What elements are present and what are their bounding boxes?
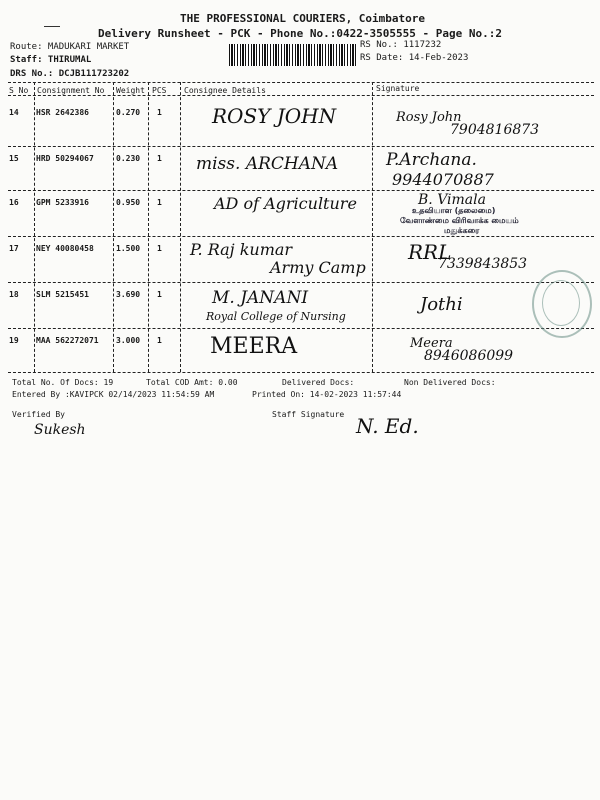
row-weight: 0.270 bbox=[116, 108, 141, 117]
signature-handwriting: B. Vimala bbox=[418, 192, 486, 208]
row-sno: 18 bbox=[9, 290, 19, 299]
signature-handwriting: Rosy John bbox=[396, 110, 462, 125]
round-stamp bbox=[532, 270, 592, 338]
row-weight: 0.230 bbox=[116, 154, 141, 163]
rs-number: RS No.: 1117232 bbox=[360, 40, 442, 50]
signature-phone: 7339843853 bbox=[438, 256, 528, 272]
signature-phone: 9944070887 bbox=[392, 170, 494, 189]
row-consignment: SLM 5215451 bbox=[36, 290, 89, 299]
row-consignment: GPM 5233916 bbox=[36, 198, 89, 207]
stamp-text: வேளாண்மை விரிவாக்க மையம் bbox=[400, 216, 519, 225]
entered-by: Entered By :KAVIPCK 02/14/2023 11:54:59 AM bbox=[12, 390, 215, 399]
row-sno: 15 bbox=[9, 154, 19, 163]
row-pcs: 1 bbox=[157, 108, 162, 117]
consignee-handwriting-line2: Royal College of Nursing bbox=[206, 310, 346, 323]
col-header-consignee: Consignee Details bbox=[184, 86, 266, 95]
consignee-handwriting: miss. ARCHANA bbox=[196, 154, 339, 174]
row-consignment: HSR 2642386 bbox=[36, 108, 89, 117]
row-sno: 17 bbox=[9, 244, 19, 253]
row-pcs: 1 bbox=[157, 154, 162, 163]
consignee-handwriting: MEERA bbox=[210, 334, 298, 359]
drs-label: DRS No.: DCJB111723202 bbox=[10, 69, 130, 79]
staff-signature: N. Ed. bbox=[356, 414, 419, 438]
non-delivered-docs: Non Delivered Docs: bbox=[404, 378, 496, 387]
row-pcs: 1 bbox=[157, 244, 162, 253]
staff-signature-label: Staff Signature bbox=[272, 410, 345, 419]
signature-phone: 7904816873 bbox=[450, 122, 540, 138]
col-header-signature: Signature bbox=[376, 84, 420, 93]
consignee-handwriting: ROSY JOHN bbox=[212, 104, 337, 128]
row-pcs: 1 bbox=[157, 290, 162, 299]
row-sno: 16 bbox=[9, 198, 19, 207]
row-consignment: HRD 50294067 bbox=[36, 154, 94, 163]
signature-handwriting: Jothi bbox=[420, 294, 463, 315]
row-pcs: 1 bbox=[157, 198, 162, 207]
runsheet-subtitle: Delivery Runsheet - PCK - Phone No.:0422-3505555 - Page No.:2 bbox=[98, 27, 502, 40]
row-consignment: NEY 40080458 bbox=[36, 244, 94, 253]
signature-handwriting: Meera bbox=[410, 336, 453, 351]
total-docs: Total No. Of Docs: 19 bbox=[12, 378, 114, 387]
row-rule bbox=[8, 328, 594, 329]
row-weight: 1.500 bbox=[116, 244, 141, 253]
row-rule bbox=[8, 282, 594, 283]
scribble-mark bbox=[44, 26, 60, 27]
signature-handwriting: RRL bbox=[408, 240, 452, 264]
round-stamp-inner bbox=[542, 280, 580, 326]
barcode bbox=[229, 44, 357, 66]
row-rule bbox=[8, 146, 594, 147]
row-weight: 0.950 bbox=[116, 198, 141, 207]
table-top-rule bbox=[8, 82, 594, 83]
col-header-consignment: Consignment No bbox=[37, 86, 105, 95]
verified-by-label: Verified By bbox=[12, 410, 65, 419]
staff-label: Staff: THIRUMAL bbox=[10, 55, 92, 65]
consignee-handwriting: P. Raj kumar bbox=[190, 240, 293, 259]
table-bottom-rule bbox=[8, 372, 594, 373]
row-consignment: MAA 562272071 bbox=[36, 336, 99, 345]
total-cod: Total COD Amt: 0.00 bbox=[146, 378, 238, 387]
rs-date: RS Date: 14-Feb-2023 bbox=[360, 53, 469, 63]
printed-on: Printed On: 14-02-2023 11:57:44 bbox=[252, 390, 402, 399]
consignee-handwriting: AD of Agriculture bbox=[214, 194, 357, 213]
delivered-docs: Delivered Docs: bbox=[282, 378, 355, 387]
col-header-sno: S No bbox=[9, 86, 29, 95]
consignee-handwriting: M. JANANI bbox=[212, 288, 309, 308]
stamp-text: உதவியாள (தலைமை) bbox=[412, 206, 496, 215]
row-weight: 3.690 bbox=[116, 290, 141, 299]
company-title: THE PROFESSIONAL COURIERS, Coimbatore bbox=[180, 12, 426, 25]
row-sno: 14 bbox=[9, 108, 19, 117]
row-pcs: 1 bbox=[157, 336, 162, 345]
table-header-rule bbox=[8, 95, 594, 96]
verified-signature: Sukesh bbox=[34, 422, 86, 438]
row-rule bbox=[8, 236, 594, 237]
signature-phone: 8946086099 bbox=[424, 348, 514, 364]
stamp-text: மதுக்கரை bbox=[444, 226, 480, 235]
col-header-pcs: PCS bbox=[152, 86, 167, 95]
route-label: Route: MADUKARI MARKET bbox=[10, 42, 130, 52]
row-weight: 3.000 bbox=[116, 336, 141, 345]
row-rule bbox=[8, 190, 594, 191]
col-header-weight: Weight bbox=[116, 86, 145, 95]
consignee-handwriting-line2: Army Camp bbox=[270, 258, 366, 277]
signature-handwriting: P.Archana. bbox=[386, 150, 477, 170]
row-sno: 19 bbox=[9, 336, 19, 345]
